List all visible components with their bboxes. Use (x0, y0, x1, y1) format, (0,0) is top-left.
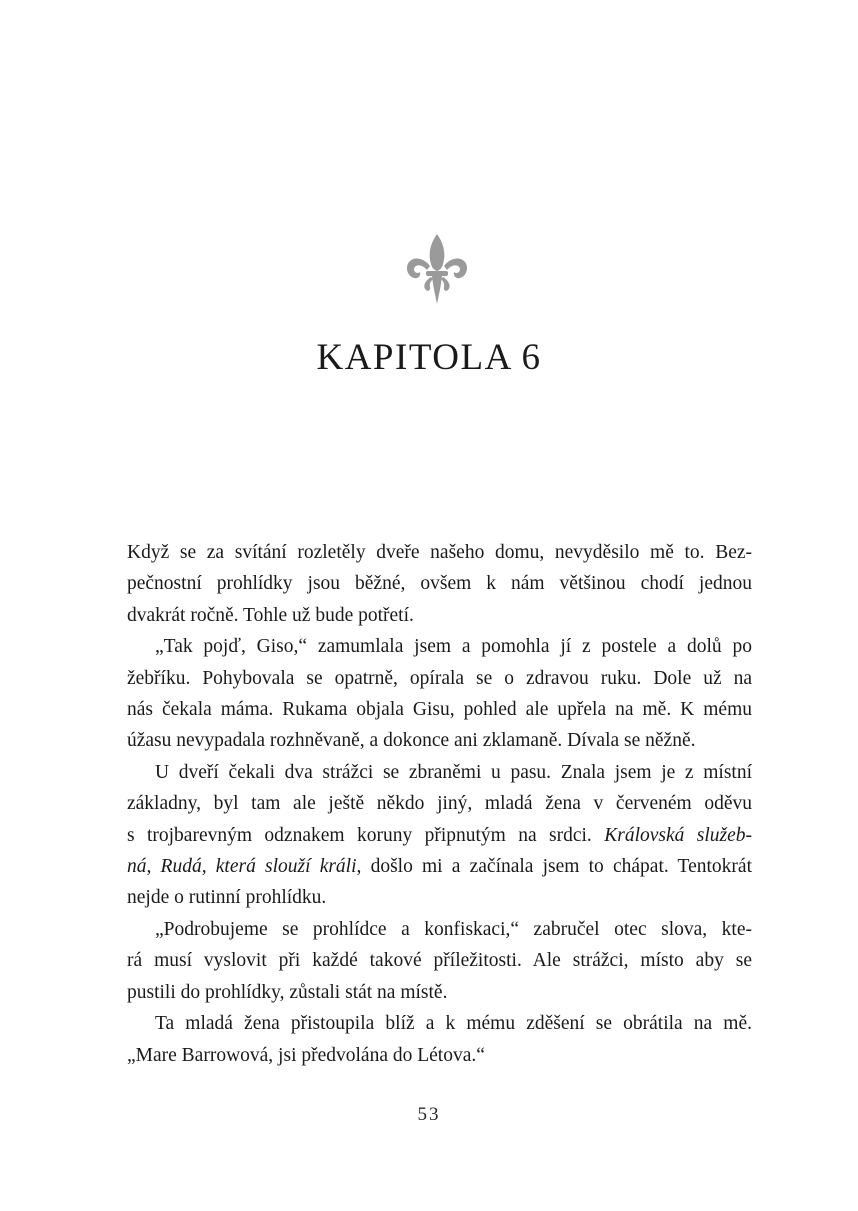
text-line (127, 851, 752, 882)
text-line: „Tak pojď, Giso,“ zamumlala jsem a pomohla jí z postele a dolů po (155, 636, 752, 658)
text-line: základny, byl tam ale ještě někdo jiný, mladá žena v červeném oděvu (127, 793, 752, 815)
paragraph (127, 757, 752, 914)
text-segment: , došlo mi a začínala jsem to chápat. Tentokrát (356, 856, 753, 878)
text-line: nás čekala máma. Rukama objala Gisu, pohled ale upřela na mě. K mému (127, 699, 752, 721)
text-line: žebříku. Pohybovala se opatrně, opírala se o zdravou ruku. Dole už na (127, 667, 752, 689)
paragraph (127, 1008, 752, 1071)
paragraph (127, 631, 752, 757)
text-line: Ta mladá žena přistoupila blíž a k mému zděšení se obrátila na mě. (155, 1013, 752, 1035)
text-line: Když se za svítání rozletěly dveře našeho domu, nevyděsilo mě to. Bez- (127, 542, 752, 563)
text-line: úžasu nevypadala rozhněvaně, a dokonce ani zklamaně. Dívala se něžně. (127, 730, 696, 752)
text-line: „Podrobujeme se prohlídce a konfiskaci,“ zabručel otec slova, kte- (155, 918, 752, 940)
text-line: „Mare Barrowová, jsi předvolána do Létova.“ (127, 1044, 485, 1066)
chapter-body (127, 537, 752, 1071)
italic-text: Královská služeb- (604, 824, 753, 846)
fleur-de-lis-icon (404, 232, 470, 306)
text-line: dvakrát ročně. Tohle už bude potřetí. (127, 604, 414, 626)
text-line: pečnostní prohlídky jsou běžné, ovšem k nám většinou chodí jednou (127, 573, 752, 595)
paragraph (127, 914, 752, 1008)
text-line (127, 820, 752, 851)
text-line: pustili do prohlídky, zůstali stát na místě. (127, 981, 448, 1003)
page-number: 53 (417, 1104, 441, 1125)
chapter-title: KAPITOLA 6 (316, 337, 542, 378)
paragraph (127, 537, 752, 631)
text-line: nejde o rutinní prohlídku. (127, 887, 327, 909)
text-line: rá musí vyslovit při každé takové příležitosti. Ale strážci, místo aby se (127, 950, 752, 972)
text-segment: s trojbarevným odznakem koruny připnutým na srdci. (127, 824, 592, 846)
italic-text: ná, Rudá, která slouží králi (127, 856, 357, 878)
text-line: U dveří čekali dva strážci se zbraněmi u pasu. Znala jsem je z místní (155, 761, 752, 783)
